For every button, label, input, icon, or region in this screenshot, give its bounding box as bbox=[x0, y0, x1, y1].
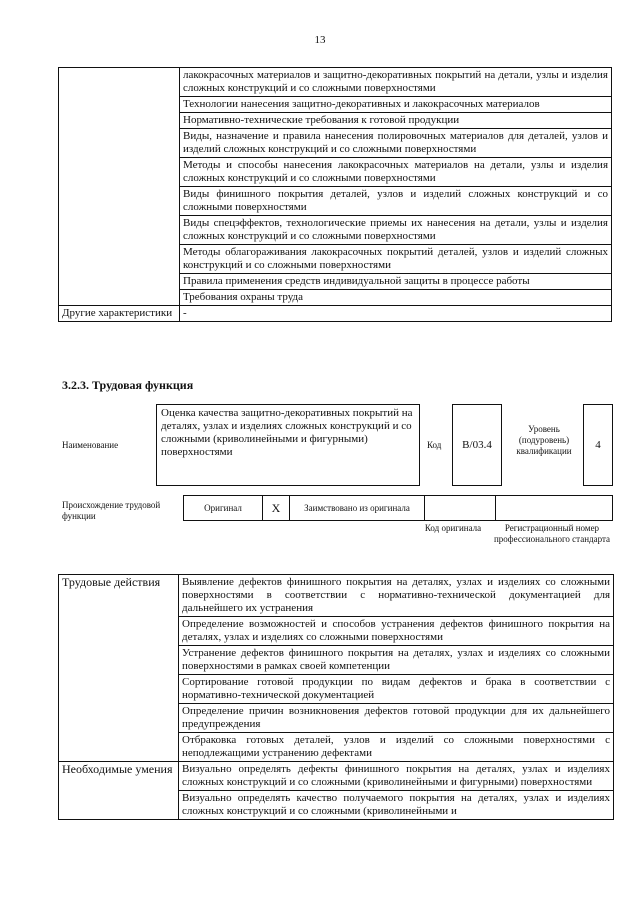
duty-item: Выявление дефектов финишного покрытия на деталях, узлах и изделиях со сложными поверхностями в соответствии с нормативно-технической документацией для дальнейшего их устранения bbox=[179, 575, 614, 617]
knowledge-table bbox=[58, 67, 612, 322]
page-number: 13 bbox=[314, 34, 326, 46]
knowledge-item: Виды спецэффектов, технологические приемы их нанесения на детали, узлы и изделия сложных конструкций и со сложными поверхностями bbox=[180, 216, 612, 245]
duty-item: Определение причин возникновения дефектов готовой продукции для их дальнейшего предупреждения bbox=[179, 704, 614, 733]
knowledge-item: Методы облагораживания лакокрасочных покрытий деталей, узлов и изделий сложных конструкций и со сложными поверхностями bbox=[180, 245, 612, 274]
other-characteristics-label: Другие характеристики bbox=[59, 306, 180, 322]
table-row bbox=[59, 306, 612, 322]
qualification-level: 4 bbox=[595, 439, 601, 451]
origin-table bbox=[183, 495, 613, 521]
table-row bbox=[59, 762, 614, 791]
table-row bbox=[59, 68, 612, 97]
knowledge-item: Виды финишного покрытия деталей, узлов и изделий сложных конструкций и со сложными поверхностями bbox=[180, 187, 612, 216]
duty-item: Отбраковка готовых деталей, узлов и изделий со сложными поверхностями с неподлежащими устранению дефектами bbox=[179, 733, 614, 762]
duties-group-label: Трудовые действия bbox=[59, 575, 179, 762]
qualification-level-box bbox=[583, 404, 613, 486]
name-label: Наименование bbox=[62, 440, 119, 450]
knowledge-item: Методы и способы нанесения лакокрасочных материалов на детали, узлы и изделия сложных конструкций и со сложными поверхностями bbox=[180, 158, 612, 187]
function-code-box bbox=[452, 404, 502, 486]
knowledge-item: Требования охраны труда bbox=[180, 290, 612, 306]
code-label: Код bbox=[427, 440, 442, 450]
duty-item: Устранение дефектов финишного покрытия на деталях, узлах и изделиях со сложными поверхностями в рамках своей компетенции bbox=[179, 646, 614, 675]
reg-number-caption: Регистрационный номер профессионального стандарта bbox=[493, 523, 611, 544]
section-heading: 3.2.3. Трудовая функция bbox=[62, 378, 194, 392]
origin-label: Происхождение трудовой функции bbox=[62, 500, 161, 521]
duty-item: Визуально определять качество получаемого покрытия на деталях, узлах и изделиях сложных конструкций и со сложными (криволинейными и bbox=[179, 791, 614, 820]
function-name-box bbox=[156, 404, 420, 486]
knowledge-item: Нормативно-технические требования к готовой продукции bbox=[180, 113, 612, 129]
duties-table bbox=[58, 574, 614, 820]
duty-item: Визуально определять дефекты финишного покрытия на деталях, узлах и изделиях сложных конструкций и со сложными (криволинейными и фигурными) поверхностями bbox=[179, 762, 614, 791]
knowledge-label-cell bbox=[59, 68, 180, 306]
knowledge-item: Виды, назначение и правила нанесения полировочных материалов для деталей, узлов и изделий сложных конструкций и со сложными поверхностями bbox=[180, 129, 612, 158]
code-original-caption: Код оригинала bbox=[424, 523, 482, 533]
table-row bbox=[59, 575, 614, 617]
knowledge-item: Технологии нанесения защитно-декоративных и лакокрасочных материалов bbox=[180, 97, 612, 113]
knowledge-item: лакокрасочных материалов и защитно-декоративных покрытий на детали, узлы и изделия сложных конструкций и со сложными поверхностями bbox=[180, 68, 612, 97]
function-name: Оценка качества защитно-декоративных покрытий на деталях, узлах и изделиях сложных конструкций и со сложными (криволинейными и фигурными) поверхностями bbox=[161, 407, 413, 458]
duty-item: Сортирование готовой продукции по видам дефектов и брака в соответствии с нормативно-технической документацией bbox=[179, 675, 614, 704]
origin-reg-cell bbox=[496, 496, 613, 521]
origin-original: Оригинал bbox=[184, 496, 263, 521]
origin-code-cell bbox=[425, 496, 496, 521]
duties-group-label: Необходимые умения bbox=[59, 762, 179, 820]
origin-checkmark: X bbox=[263, 496, 290, 521]
origin-borrowed: Заимствовано из оригинала bbox=[290, 496, 425, 521]
function-code: B/03.4 bbox=[462, 439, 492, 451]
level-label: Уровень (подуровень) квалификации bbox=[516, 424, 572, 456]
other-characteristics-value: - bbox=[180, 306, 612, 322]
knowledge-item: Правила применения средств индивидуальной защиты в процессе работы bbox=[180, 274, 612, 290]
duty-item: Определение возможностей и способов устранения дефектов финишного покрытия на деталях, узлах и изделиях со сложными поверхностями bbox=[179, 617, 614, 646]
